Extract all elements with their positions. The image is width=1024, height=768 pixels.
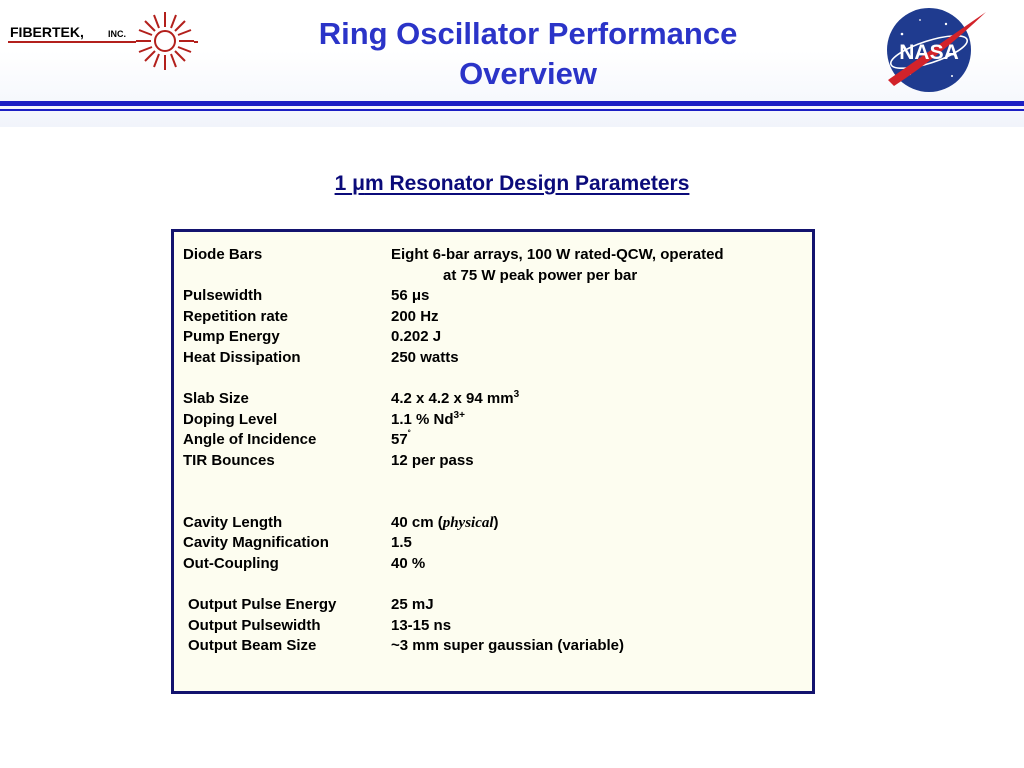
param-value: 56 μs — [391, 287, 430, 305]
nasa-logo-text: NASA — [899, 41, 959, 64]
param-value-pre: 40 cm ( — [391, 513, 443, 531]
param-value-text: 1.1 % Nd — [391, 410, 454, 428]
starburst-icon — [136, 12, 194, 70]
param-label: Output Pulse Energy — [188, 596, 337, 614]
param-value — [391, 410, 465, 431]
param-label: Pump Energy — [183, 328, 280, 346]
param-value-cont: at 75 W peak power per bar — [443, 266, 638, 284]
param-value: 13-15 ns — [391, 616, 452, 634]
param-value — [391, 513, 499, 534]
param-label: Repetition rate — [183, 307, 289, 325]
param-value: 12 per pass — [391, 451, 474, 469]
param-value: Eight 6-bar arrays, 100 W rated-QCW, operated — [391, 246, 724, 263]
param-value — [391, 430, 411, 451]
param-label: Output Beam Size — [188, 637, 317, 655]
param-label: TIR Bounces — [183, 451, 275, 469]
param-label: Doping Level — [183, 410, 278, 428]
blank-row — [174, 575, 812, 596]
param-value: ~3 mm super gaussian (variable) — [391, 637, 625, 655]
heading-prefix: 1 — [334, 172, 353, 195]
page-title — [250, 14, 806, 94]
param-label: Heat Dissipation — [183, 348, 301, 366]
param-value: 0.202 J — [391, 328, 442, 346]
param-value-italic: physical — [442, 514, 494, 531]
param-row-out-coupling — [174, 554, 812, 575]
heading-rest: m Resonator Design Parameters — [364, 172, 690, 195]
param-row-pump-energy — [174, 327, 812, 348]
param-label: Pulsewidth — [183, 287, 263, 305]
param-label: Cavity Length — [183, 513, 283, 531]
fibertek-logo-suffix: INC. — [108, 29, 126, 39]
parameters-list — [174, 245, 812, 657]
fibertek-logo — [6, 10, 201, 72]
param-row-pulsewidth — [174, 286, 812, 307]
param-value: 250 watts — [391, 348, 459, 366]
param-row-output-beam-size — [174, 636, 812, 657]
param-value-post: ) — [493, 513, 499, 531]
param-value-text: 4.2 x 4.2 x 94 mm — [391, 390, 514, 408]
param-value: 1.5 — [391, 534, 412, 552]
param-label: Slab Size — [183, 390, 249, 408]
param-row-diode-bars-cont — [174, 266, 812, 287]
param-row-repetition-rate — [174, 307, 812, 328]
param-value-text: 57 — [391, 431, 408, 449]
section-heading — [0, 172, 1024, 196]
param-row-cavity-length — [174, 513, 812, 534]
param-label: Cavity Magnification — [183, 534, 329, 552]
title-line-1: Ring Oscillator Performance — [318, 16, 738, 51]
blank-row — [174, 369, 812, 390]
param-row-cavity-magnification — [174, 533, 812, 554]
header-rule-thin — [0, 109, 1024, 111]
param-row-angle-of-incidence — [174, 430, 812, 451]
param-label: Angle of Incidence — [183, 431, 317, 449]
heading-mu: μ — [352, 172, 365, 195]
param-row-slab-size — [174, 389, 812, 410]
param-row-diode-bars — [174, 245, 812, 266]
param-label: Output Pulsewidth — [188, 616, 321, 634]
param-label: Out-Coupling — [183, 554, 279, 572]
param-value-sup: 3 — [513, 389, 520, 401]
title-line-2: Overview — [459, 56, 597, 91]
param-row-tir-bounces — [174, 451, 812, 472]
header-rule-thick — [0, 101, 1024, 106]
param-value — [391, 389, 519, 410]
parameters-box — [171, 229, 815, 694]
fibertek-logo-text: FIBERTEK, — [10, 24, 84, 40]
nasa-logo — [880, 4, 992, 96]
param-value-sup: ˚ — [407, 430, 412, 442]
param-row-doping-level — [174, 410, 812, 431]
param-row-heat-dissipation — [174, 348, 812, 369]
param-value: 25 mJ — [391, 596, 434, 614]
blank-row — [174, 472, 812, 493]
blank-row — [174, 492, 812, 513]
param-label: Diode Bars — [183, 246, 263, 263]
param-value-sup: 3+ — [453, 409, 465, 421]
param-row-output-pulse-energy — [174, 595, 812, 616]
param-row-output-pulsewidth — [174, 616, 812, 637]
param-value: 200 Hz — [391, 307, 439, 325]
param-value: 40 % — [391, 554, 426, 572]
